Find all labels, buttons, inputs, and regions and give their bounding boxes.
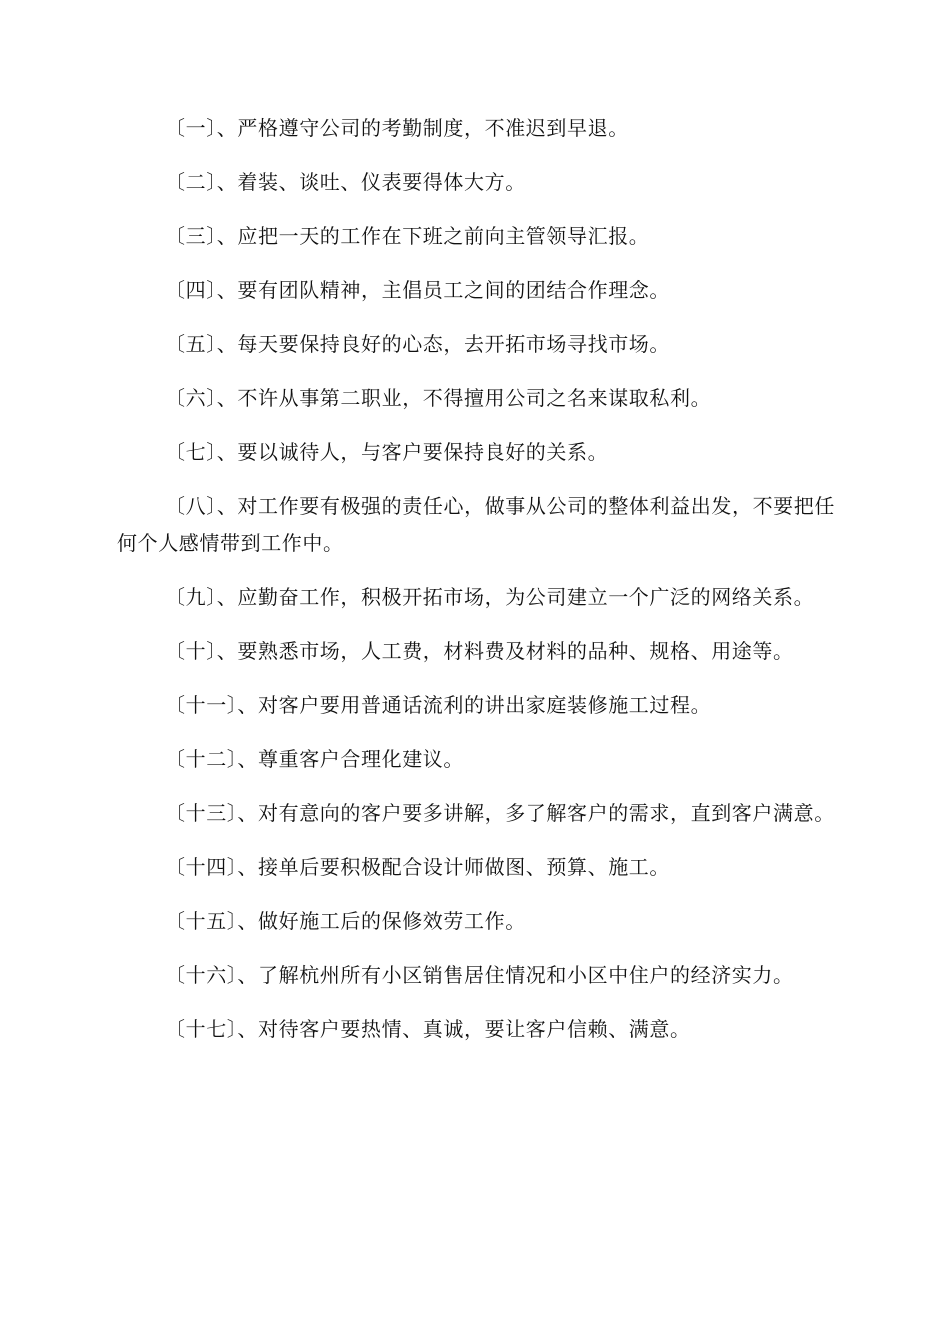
rule-item-6: 〔六〕、不许从事第二职业，不得擅用公司之名来谋取私利。 [165, 386, 712, 410]
rule-item-4: 〔四〕、要有团队精神，主倡员工之间的团结合作理念。 [165, 278, 670, 302]
rule-item-2: 〔二〕、着装、谈吐、仪表要得体大方。 [165, 170, 526, 194]
rule-item-1: 〔一〕、严格遵守公司的考勤制度，不准迟到早退。 [165, 116, 629, 140]
rules-list [117, 110, 835, 1065]
rule-item-13: 〔十三〕、对有意向的客户要多讲解，多了解客户的需求，直到客户满意。 [165, 801, 835, 825]
rule-item-16: 〔十六〕、了解杭州所有小区销售居住情况和小区中住户的经济实力。 [165, 963, 794, 987]
rule-item-17: 〔十七〕、对待客户要热情、真诚，要让客户信赖、满意。 [165, 1017, 691, 1041]
rule-item-7: 〔七〕、要以诚待人，与客户要保持良好的关系。 [165, 440, 609, 464]
rule-item-3: 〔三〕、应把一天的工作在下班之前向主管领导汇报。 [165, 224, 650, 248]
rule-item-14: 〔十四〕、接单后要积极配合设计师做图、预算、施工。 [165, 855, 670, 879]
rule-item-11: 〔十一〕、对客户要用普通话流利的讲出家庭装修施工过程。 [165, 693, 712, 717]
rule-item-9: 〔九〕、应勤奋工作，积极开拓市场，为公司建立一个广泛的网络关系。 [165, 585, 815, 609]
rule-item-5: 〔五〕、每天要保持良好的心态，去开拓市场寻找市场。 [165, 332, 670, 356]
rule-item-8: 〔八〕、对工作要有极强的责任心，做事从公司的整体利益出发，不要把任何个人感情带到工作中。 [117, 494, 835, 555]
rule-item-15: 〔十五〕、做好施工后的保修效劳工作。 [165, 909, 526, 933]
rule-item-10: 〔十〕、要熟悉市场，人工费，材料费及材料的品种、规格、用途等。 [165, 639, 794, 663]
rule-item-12: 〔十二〕、尊重客户合理化建议。 [165, 747, 464, 771]
